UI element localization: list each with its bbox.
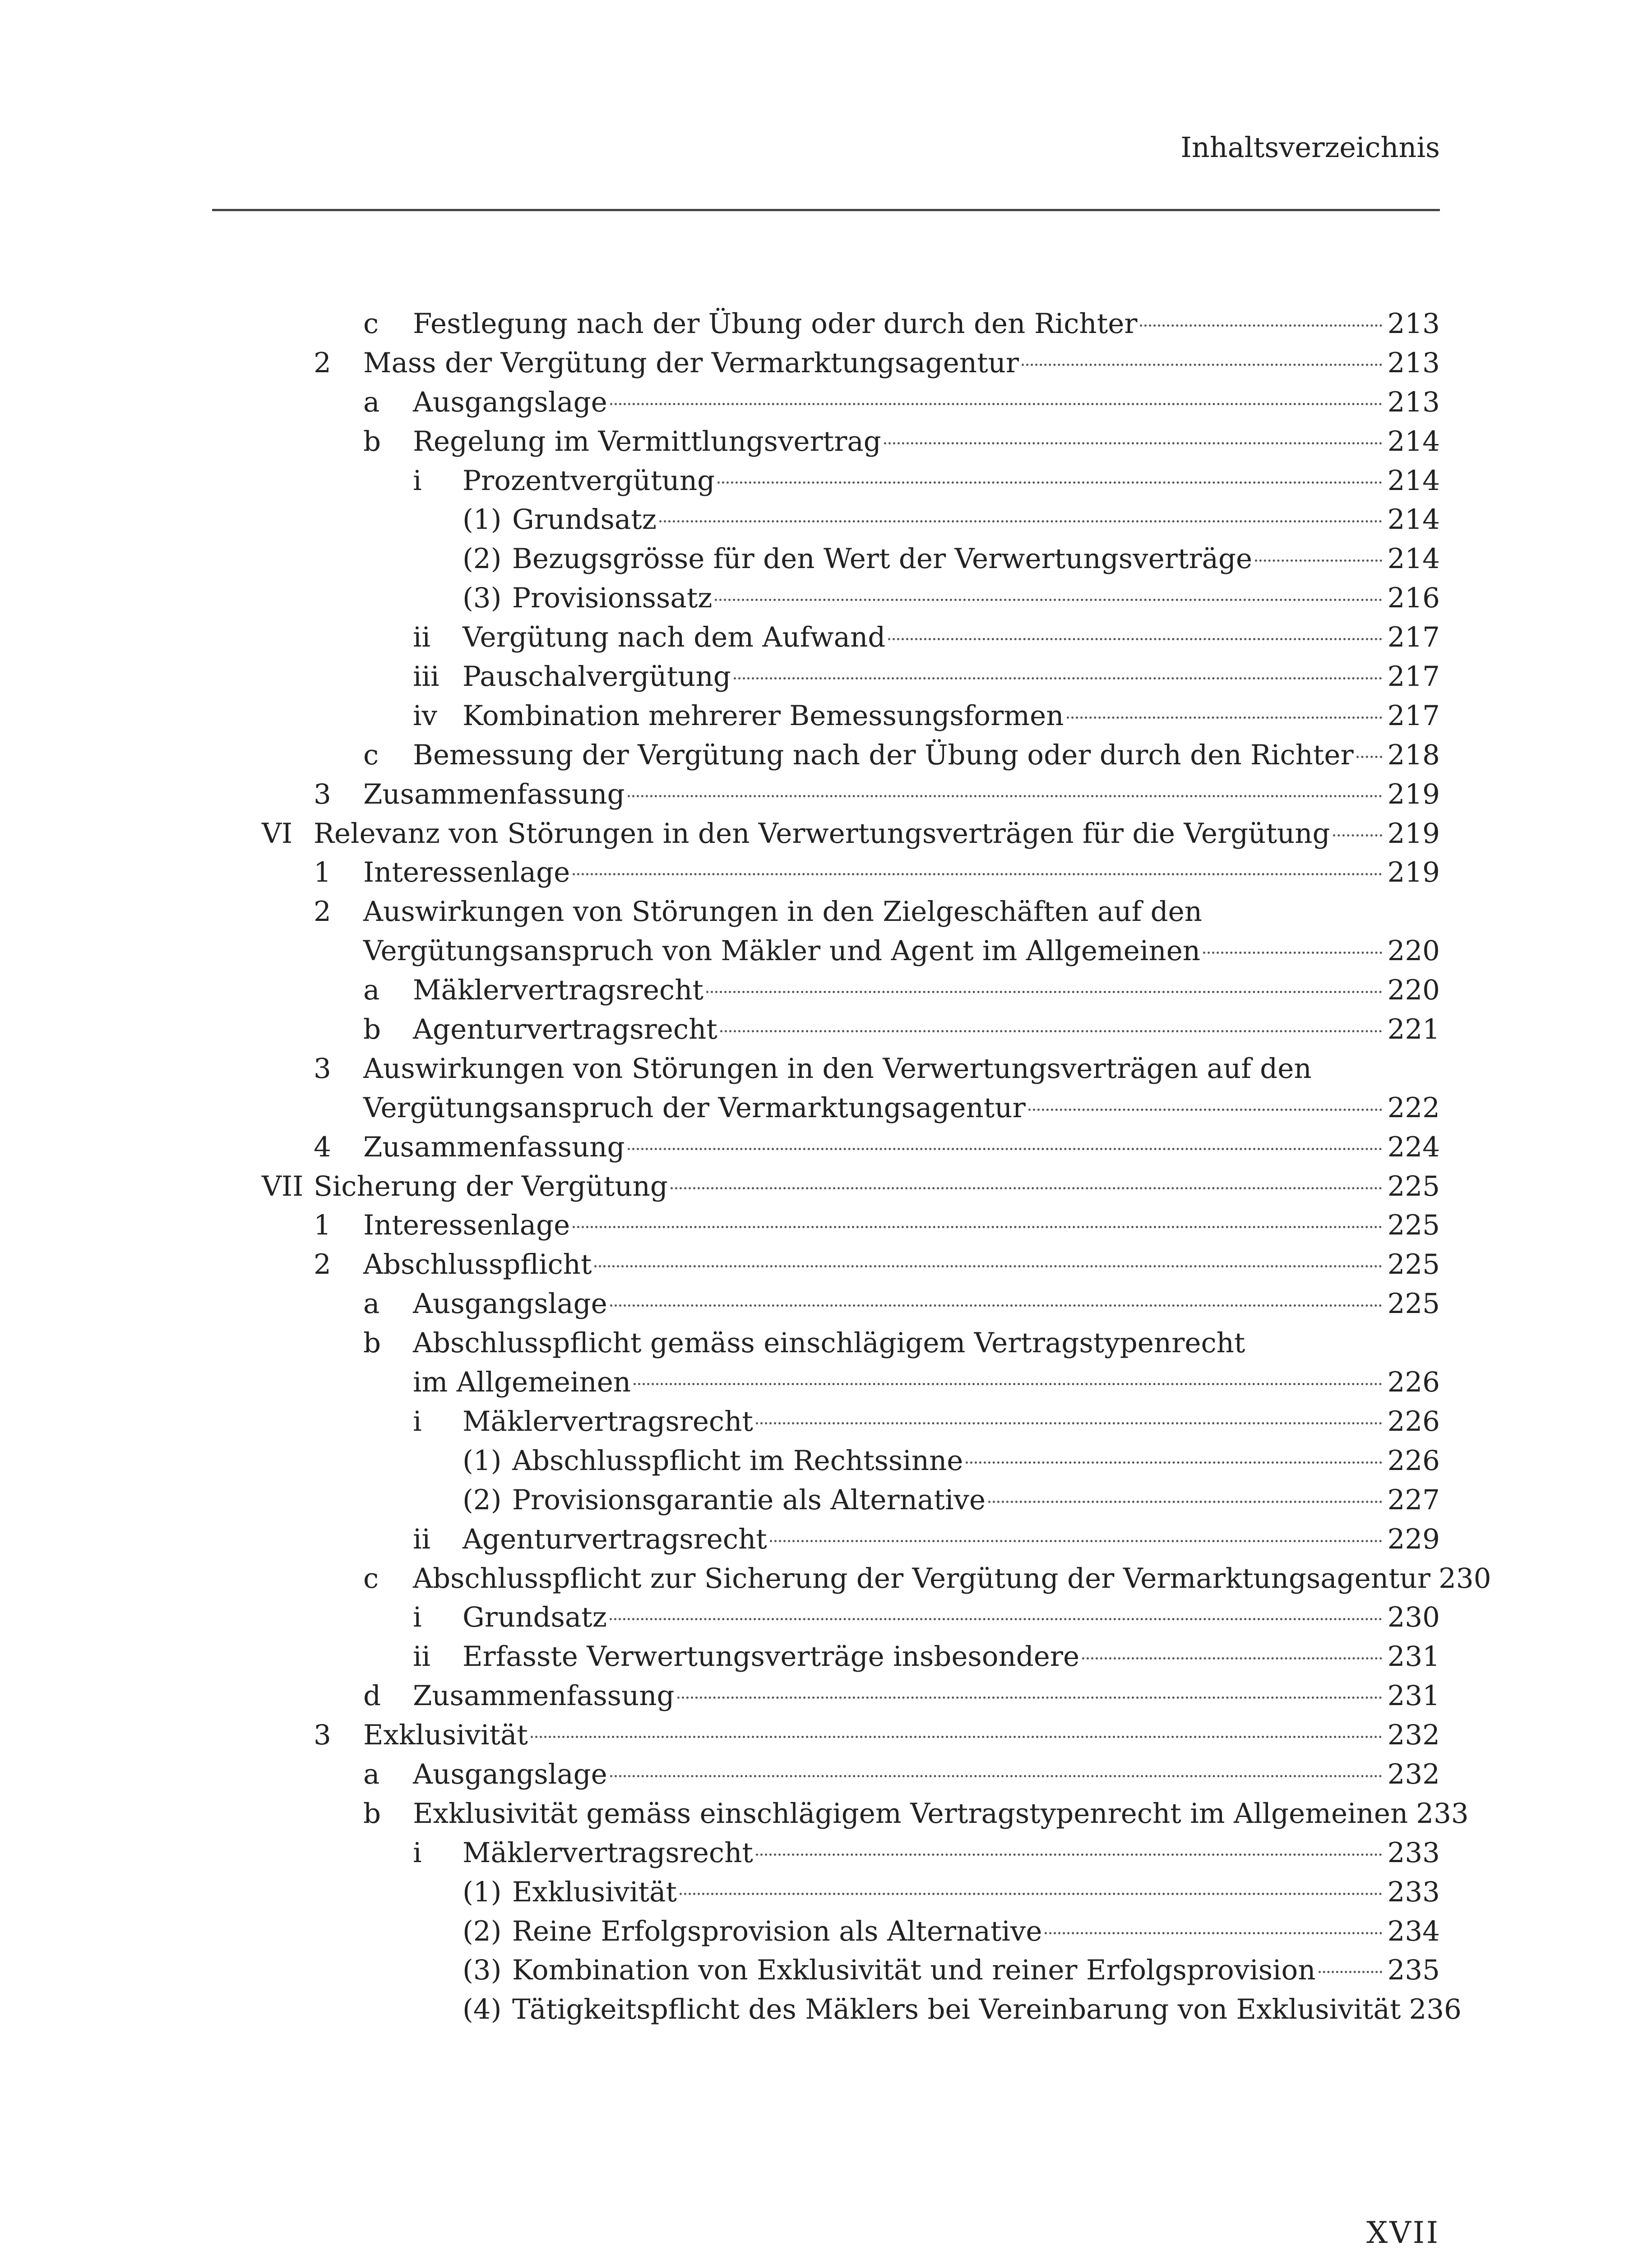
- toc-entry-title: Zusammenfassung: [363, 1131, 625, 1163]
- toc-entry-number: c: [363, 308, 379, 340]
- toc-entry[interactable]: [253, 1324, 1440, 1363]
- toc-entry-page-number: 213: [1387, 386, 1440, 418]
- toc-entry[interactable]: [253, 1245, 1440, 1285]
- toc-entry-title: Erfasste Verwertungsverträge insbesondere: [463, 1641, 1080, 1673]
- toc-entry-title: Abschlusspflicht zur Sicherung der Vergütung der Vermarktungsagentur: [413, 1562, 1431, 1595]
- dot-leader: [1022, 364, 1382, 366]
- toc-entry-title: Mass der Vergütung der Vermarktungsagentur: [363, 347, 1019, 379]
- toc-entry-number: b: [363, 425, 381, 458]
- toc-entry[interactable]: [253, 1363, 1440, 1402]
- toc-entry-title: Provisionssatz: [512, 582, 713, 615]
- dot-leader: [573, 873, 1382, 875]
- toc-entry-title: Pauschalvergütung: [463, 661, 731, 693]
- toc-entry-page-number: 216: [1387, 582, 1440, 615]
- toc-entry-number: 1: [314, 856, 331, 889]
- dot-leader: [884, 442, 1382, 444]
- dot-leader: [1045, 1932, 1382, 1934]
- toc-entry-page-number: 224: [1387, 1131, 1440, 1163]
- toc-entry-page-number: 217: [1387, 661, 1440, 693]
- toc-entry-title: Vergütungsanspruch von Mäkler und Agent im Allgemeinen: [363, 935, 1201, 967]
- toc-entry-title: Agenturvertragsrecht: [463, 1523, 767, 1555]
- toc-entry-number: c: [363, 1562, 379, 1595]
- toc-entry-page-number: 219: [1387, 778, 1440, 810]
- toc-entry-title: Festlegung nach der Übung oder durch den Richter: [413, 308, 1138, 340]
- toc-entry-title: Exklusivität: [512, 1876, 677, 1908]
- toc-entry-number: iii: [413, 661, 440, 693]
- toc-entry[interactable]: [253, 1520, 1440, 1559]
- toc-entry-number: (1): [463, 1444, 502, 1477]
- toc-entry-page-number: 226: [1387, 1366, 1440, 1399]
- dot-leader: [756, 1422, 1382, 1424]
- dot-leader: [677, 1697, 1382, 1699]
- toc-entry-number: 3: [314, 1052, 331, 1085]
- toc-entry[interactable]: [253, 540, 1440, 579]
- dot-leader: [671, 1187, 1382, 1189]
- toc-entry[interactable]: [253, 736, 1440, 775]
- toc-entry-page-number: 225: [1387, 1248, 1440, 1281]
- toc-entry-title: Bemessung der Vergütung nach der Übung oder durch den Richter: [413, 739, 1354, 771]
- toc-entry-number: 3: [314, 778, 331, 810]
- dot-leader: [1082, 1657, 1382, 1660]
- toc-entry-number: 1: [314, 1209, 331, 1242]
- toc-entry-title: Ausgangslage: [413, 1758, 607, 1790]
- toc-entry-title: Abschlusspflicht im Rechtssinne: [512, 1444, 963, 1477]
- toc-entry-page-number: 233: [1387, 1876, 1440, 1908]
- toc-entry-number: a: [363, 1288, 380, 1320]
- toc-entry-page-number: 220: [1387, 974, 1440, 1007]
- toc-entry[interactable]: [253, 657, 1440, 697]
- dot-leader: [610, 1775, 1382, 1777]
- toc-entry-title: Kombination mehrerer Bemessungsformen: [463, 699, 1064, 732]
- toc-entry-number: 2: [314, 896, 331, 928]
- dot-leader: [659, 520, 1382, 522]
- toc-entry-title: Regelung im Vermittlungsvertrag: [413, 425, 881, 458]
- toc-entry-number: VII: [262, 1170, 304, 1202]
- toc-entry-title: Mäklervertragsrecht: [463, 1836, 753, 1869]
- toc-entry-page-number: 231: [1387, 1641, 1440, 1673]
- toc-entry-page-number: 219: [1387, 817, 1440, 850]
- toc-entry-title: Reine Erfolgsprovision als Alternative: [512, 1915, 1042, 1947]
- toc-entry-number: iv: [413, 699, 437, 732]
- toc-entry-title: Bezugsgrösse für den Wert der Verwertungsverträge: [512, 543, 1253, 575]
- toc-entry-page-number: 233: [1387, 1836, 1440, 1869]
- toc-entry-page-number: 217: [1387, 621, 1440, 654]
- toc-entry[interactable]: [253, 1128, 1440, 1167]
- toc-entry-number: (4): [463, 1993, 502, 2026]
- toc-entry[interactable]: [253, 697, 1440, 736]
- toc-entry[interactable]: [253, 1598, 1440, 1637]
- toc-entry-number: (1): [463, 504, 502, 536]
- toc-entry[interactable]: [253, 1677, 1440, 1716]
- toc-entry-number: 3: [314, 1719, 331, 1752]
- toc-entry-page-number: 213: [1387, 308, 1440, 340]
- running-head: Inhaltsverzeichnis: [1180, 131, 1440, 164]
- dot-leader: [1255, 559, 1382, 562]
- toc-entry-page-number: 225: [1387, 1288, 1440, 1320]
- toc-entry-page-number: 221: [1387, 1013, 1440, 1046]
- dot-leader: [680, 1893, 1382, 1895]
- toc-entry[interactable]: [253, 1794, 1469, 1834]
- dot-leader: [720, 1030, 1382, 1032]
- toc-entry-page-number: 214: [1387, 425, 1440, 458]
- dot-leader: [573, 1226, 1382, 1228]
- toc-entry-page-number: 219: [1387, 856, 1440, 889]
- toc-entry-number: b: [363, 1327, 381, 1359]
- toc-entry-title: Grundsatz: [512, 504, 657, 536]
- dot-leader: [628, 795, 1382, 797]
- toc-entry[interactable]: [253, 1285, 1440, 1324]
- toc-entry-page-number: 235: [1387, 1954, 1440, 1987]
- toc-entry-page-number: 222: [1387, 1091, 1440, 1124]
- toc-entry-title: Sicherung der Vergütung: [314, 1170, 668, 1202]
- toc-entry-page-number: 225: [1387, 1209, 1440, 1242]
- dot-leader: [1319, 1971, 1382, 1973]
- toc-entry-title: Interessenlage: [363, 856, 570, 889]
- toc-entry[interactable]: [253, 1755, 1440, 1794]
- toc-entry[interactable]: [253, 1716, 1440, 1755]
- dot-leader: [988, 1501, 1382, 1503]
- toc-entry-title: Vergütungsanspruch der Vermarktungsagentur: [363, 1091, 1026, 1124]
- toc-entry-page-number: 230: [1387, 1601, 1440, 1634]
- toc-entry-title: Zusammenfassung: [363, 778, 625, 810]
- toc-entry-title: Kombination von Exklusivität und reiner Erfolgsprovision: [512, 1954, 1316, 1987]
- toc-entry-number: b: [363, 1797, 381, 1830]
- dot-leader: [1140, 324, 1382, 327]
- toc-entry-number: (2): [463, 543, 502, 575]
- dot-leader: [1333, 834, 1382, 837]
- toc-entry[interactable]: [253, 775, 1440, 814]
- dot-leader: [888, 638, 1382, 640]
- dot-leader: [634, 1383, 1382, 1385]
- toc-entry-number: a: [363, 1758, 380, 1790]
- toc-entry-page-number: 231: [1387, 1680, 1440, 1712]
- dot-leader: [1028, 1109, 1382, 1111]
- toc-entry-title: im Allgemeinen: [413, 1366, 631, 1399]
- toc-entry-number: a: [363, 386, 380, 418]
- toc-entry[interactable]: [253, 500, 1440, 540]
- toc-entry-page-number: 233: [1416, 1797, 1469, 1830]
- toc-entry-number: 2: [314, 1248, 331, 1281]
- toc-entry[interactable]: [253, 579, 1440, 618]
- toc-entry[interactable]: [253, 1990, 1462, 2029]
- dot-leader: [1356, 756, 1382, 758]
- toc-entry-title: Grundsatz: [463, 1601, 607, 1634]
- toc-entry[interactable]: [253, 1481, 1440, 1520]
- toc-entry-number: i: [413, 464, 422, 497]
- dot-leader: [610, 1618, 1382, 1620]
- toc-entry-page-number: 225: [1387, 1170, 1440, 1202]
- dot-leader: [610, 1304, 1382, 1307]
- page-folio: XVII: [1366, 2215, 1440, 2250]
- toc-entry[interactable]: [253, 853, 1440, 892]
- toc-entry-number: (1): [463, 1876, 502, 1908]
- toc-entry[interactable]: [253, 344, 1440, 383]
- toc-entry[interactable]: [253, 305, 1440, 344]
- toc-entry-number: ii: [413, 1641, 431, 1673]
- toc-entry-page-number: 226: [1387, 1405, 1440, 1438]
- toc-entry-page-number: 232: [1387, 1719, 1440, 1752]
- toc-entry-number: b: [363, 1013, 381, 1046]
- toc-entry-page-number: 232: [1387, 1758, 1440, 1790]
- toc-entry-page-number: 236: [1409, 1993, 1462, 2026]
- toc-entry[interactable]: [253, 1089, 1440, 1128]
- dot-leader: [734, 677, 1382, 680]
- toc-entry[interactable]: [253, 932, 1440, 971]
- toc-entry-title: Mäklervertragsrecht: [413, 974, 703, 1007]
- toc-entry-title: Vergütung nach dem Aufwand: [463, 621, 886, 654]
- dot-leader: [756, 1854, 1382, 1856]
- toc-entry-title: Relevanz von Störungen in den Verwertungsverträgen für die Vergütung: [314, 817, 1330, 850]
- toc-entry[interactable]: [253, 1637, 1440, 1677]
- dot-leader: [531, 1736, 1382, 1738]
- toc-entry-page-number: 218: [1387, 739, 1440, 771]
- dot-leader: [594, 1265, 1382, 1267]
- toc-entry-page-number: 217: [1387, 699, 1440, 732]
- dot-leader: [770, 1540, 1382, 1542]
- toc-entry[interactable]: [253, 1010, 1440, 1049]
- toc-entry-page-number: 220: [1387, 935, 1440, 967]
- toc-entry-page-number: 213: [1387, 347, 1440, 379]
- toc-entry-title: Ausgangslage: [413, 1288, 607, 1320]
- toc-entry-page-number: 226: [1387, 1444, 1440, 1477]
- toc-entry-number: i: [413, 1601, 422, 1634]
- toc-entry-number: i: [413, 1405, 422, 1438]
- toc-entry[interactable]: [253, 971, 1440, 1010]
- toc-entry[interactable]: [253, 1951, 1440, 1990]
- toc-entry[interactable]: [253, 1206, 1440, 1245]
- toc-entry-number: (3): [463, 1954, 502, 1987]
- toc-entry[interactable]: [253, 1559, 1491, 1599]
- toc-entry-page-number: 227: [1387, 1484, 1440, 1516]
- toc-entry-title: Agenturvertragsrecht: [413, 1013, 717, 1046]
- toc-entry-number: ii: [413, 621, 431, 654]
- toc-entry-title: Exklusivität gemäss einschlägigem Vertragstypenrecht im Allgemeinen: [413, 1797, 1408, 1830]
- toc-entry-title: Auswirkungen von Störungen in den Zielgeschäften auf den: [363, 896, 1203, 928]
- toc-entry-title: Exklusivität: [363, 1719, 528, 1752]
- toc-entry[interactable]: [253, 1049, 1440, 1089]
- dot-leader: [966, 1461, 1382, 1464]
- toc-entry-number: (2): [463, 1915, 502, 1947]
- toc-entry-number: (2): [463, 1484, 502, 1516]
- dot-leader: [610, 403, 1382, 405]
- toc-entry-page-number: 234: [1387, 1915, 1440, 1947]
- toc-entry-number: (3): [463, 582, 502, 615]
- toc-entry-number: a: [363, 974, 380, 1007]
- toc-entry-number: ii: [413, 1523, 431, 1555]
- toc-entry[interactable]: [253, 1912, 1440, 1951]
- toc-entry-number: 2: [314, 347, 331, 379]
- header-rule: [212, 209, 1440, 211]
- toc-entry-title: Zusammenfassung: [413, 1680, 675, 1712]
- toc-entry[interactable]: [253, 1834, 1440, 1873]
- toc-entry[interactable]: [253, 1442, 1440, 1481]
- toc-entry[interactable]: [253, 892, 1440, 932]
- toc-entry-title: Ausgangslage: [413, 386, 607, 418]
- toc-entry-title: Abschlusspflicht gemäss einschlägigem Vertragstypenrecht: [413, 1327, 1245, 1359]
- toc-entry-title: Mäklervertragsrecht: [463, 1405, 753, 1438]
- toc-entry-title: Tätigkeitspflicht des Mäklers bei Vereinbarung von Exklusivität: [512, 1993, 1401, 2026]
- toc-entry-number: 4: [314, 1131, 331, 1163]
- toc-entry[interactable]: [253, 1402, 1440, 1442]
- toc-entry-title: Prozentvergütung: [463, 464, 715, 497]
- toc-entry[interactable]: [253, 462, 1440, 501]
- toc-entry[interactable]: [253, 1873, 1440, 1912]
- toc-entry-title: Auswirkungen von Störungen in den Verwertungsverträgen auf den: [363, 1052, 1312, 1085]
- toc-entry-number: d: [363, 1680, 381, 1712]
- toc-entry-number: i: [413, 1836, 422, 1869]
- toc-entry-title: Provisionsgarantie als Alternative: [512, 1484, 986, 1516]
- toc-entry[interactable]: [253, 814, 1440, 854]
- dot-leader: [628, 1148, 1382, 1150]
- toc-entry-number: VI: [262, 817, 293, 850]
- toc-entry-page-number: 214: [1387, 464, 1440, 497]
- toc-entry[interactable]: [253, 383, 1440, 422]
- toc-entry[interactable]: [253, 618, 1440, 657]
- toc-entry-page-number: 214: [1387, 543, 1440, 575]
- table-of-contents: [253, 305, 1491, 2029]
- toc-entry[interactable]: [253, 1167, 1440, 1207]
- toc-entry-title: Abschlusspflicht: [363, 1248, 592, 1281]
- toc-entry-page-number: 230: [1439, 1562, 1491, 1595]
- dot-leader: [1067, 717, 1382, 719]
- dot-leader: [717, 481, 1382, 484]
- toc-entry-page-number: 229: [1387, 1523, 1440, 1555]
- toc-entry[interactable]: [253, 422, 1440, 462]
- toc-entry-page-number: 214: [1387, 504, 1440, 536]
- dot-leader: [1203, 952, 1382, 954]
- toc-entry-title: Interessenlage: [363, 1209, 570, 1242]
- dot-leader: [715, 599, 1382, 601]
- toc-entry-number: c: [363, 739, 379, 771]
- dot-leader: [706, 991, 1382, 993]
